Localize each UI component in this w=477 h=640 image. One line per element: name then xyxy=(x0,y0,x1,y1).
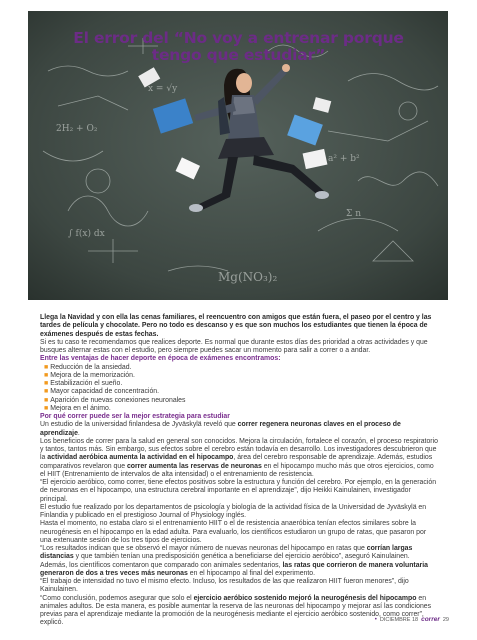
bullet-icon: ■ xyxy=(44,371,49,379)
article-title xyxy=(0,30,477,64)
intro-paragraph: Si es tu caso te recomendamos que realices deporte. Es normal que durante estos días des prioridad a otras actividades y que busques alternar estas con el estudio, pero siempre puedes sacar un momento para salir a correr o a andar. xyxy=(40,338,428,354)
section-heading: Por qué correr puede ser la mejor estrategia para estudiar xyxy=(40,413,230,420)
paragraph-benefits: Los beneficios de correr para la salud en general son conocidos. Mejora la circulación, fortalece el corazón, el proceso respiratorio y tantos, tantos más. Sin embargo, sus efectos sobre el cerebro están todavía en desarrollo. Los investigadores descubrieron que la actividad aeróbica aumenta la actividad en el hipocampo, área del cerebro responsable de aprendizaje. Además, estudios comparativos revelaron que correr aumenta las reservas de neuronas en el hipocampo mucho más que otros ejercicios, como el HIIT (Entrenamiento de intervalos de alta intensidad) o el entrenamiento de resistencia. xyxy=(40,437,438,478)
benefits-list xyxy=(40,364,438,414)
article-body xyxy=(40,314,438,628)
page-footer xyxy=(375,616,449,623)
svg-text:2H₂ + O₂: 2H₂ + O₂ xyxy=(56,124,98,134)
list-item: ■ Mejora de la memorización. xyxy=(44,371,135,379)
paragraph-hiit: “El trabajo de intensidad no tuvo el mismo efecto. Incluso, los resultados de las que realizaron HIIT fueron menores”, dijo Kainulainen. xyxy=(40,578,409,594)
paragraph-study: Un estudio de la universidad finlandesa de Jyväskylä reveló que correr regenera neuronas claves en el proceso de aprendizaje. xyxy=(40,421,401,437)
paragraph-quote: “El ejercicio aeróbico, como correr, tiene efectos positivos sobre la estructura y función del cerebro. Por ejemplo, en la generación de neuronas en el hipocampo, una estructura cerebral importante en el aprendizaje”, dijo Heikki Kainulainen, investigador principal. xyxy=(40,479,437,503)
svg-text:x = √y: x = √y xyxy=(148,84,178,94)
title-line-2: tengo que estudiar” xyxy=(151,46,326,64)
paragraph-method: Hasta el momento, no estaba claro si el entrenamiento HIIT o el de resistencia anaeróbica tenían efectos similares sobre la neurogénesis en el hipocampo en la edad adulta. Para evaluarlo, los científicos estudiaron un grupo de ratas, que pasaron por una extenuante sesión de los tres tipos de ejercicios. xyxy=(40,520,427,544)
svg-text:a² + b²: a² + b² xyxy=(328,154,360,164)
bullet-icon: ■ xyxy=(44,404,49,412)
list-item: ■ Reducción de la ansiedad. xyxy=(44,363,132,371)
bullet-icon: ■ xyxy=(44,396,49,404)
list-item: ■ Mejora en el ánimo. xyxy=(44,404,111,412)
bullet-icon: ■ xyxy=(44,380,49,387)
title-line-1: El error del “No voy a entrenar porque xyxy=(73,29,404,47)
lead-paragraph: Llega la Navidad y con ella las cenas familiares, el reencuentro con amigos que están fuera, el paseo por el centro y las tardes de película y chocolate. Pero no todo es descanso y es que son muchos los estudiantes que tienen la época de exámenes después de estas fechas. xyxy=(40,314,432,338)
paragraph-conclusion: “Como conclusión, podemos asegurar que solo el ejercicio aeróbico sostenido mejoró la neurogénesis del hipocampo en animales adultos. De esta manera, es posible aumentar la reserva de las neuronas del hipocampo y mejorar así las condiciones previas para el aprendizaje mediante la promoción de la neurogénesis mediante el ejercicio aeróbico sostenido, como correr”, explicó. xyxy=(40,594,432,627)
benefits-heading: Entre las ventajas de hacer deporte en época de exámenes encontramos: xyxy=(40,355,281,363)
svg-text:∫ f(x) dx: ∫ f(x) dx xyxy=(68,229,105,239)
bullet-icon: • xyxy=(374,616,377,623)
bullet-icon: ■ xyxy=(44,388,49,396)
svg-text:Mg(NO₃)₂: Mg(NO₃)₂ xyxy=(218,270,278,284)
paragraph-comparison: Además, los científicos comentaron que comparado con animales sedentarios, las ratas que corrieron de manera voluntaria generaron de dos a tres veces más neuronas en el hipocampo al final del experimento. xyxy=(40,561,428,577)
bullet-icon: ■ xyxy=(44,363,49,371)
page-number: 29 xyxy=(442,616,449,623)
list-item: ■ Mayor capacidad de concentración. xyxy=(44,388,160,396)
svg-text:Σ n: Σ n xyxy=(346,209,362,219)
paragraph-study-origin: El estudio fue realizado por los departamentos de psicología y biología de la actividad física de la Universidad de Jyväskylä en Finlandia y publicado en el prestigioso Journal of Physiology inglés. xyxy=(40,503,427,519)
list-item: ■ Estabilización el sueño. xyxy=(44,380,123,387)
magazine-logo: correr xyxy=(421,616,440,623)
issue-date: DICIEMBRE 18 xyxy=(379,616,419,623)
paragraph-results: “Los resultados indican que se observó el mayor número de nuevas neuronas del hipocampo en ratas que corrían largas distancias y que también tenían una predisposición genética a beneficiarse del ejercicio aeróbico”, aseguró Kainulainen. xyxy=(40,545,413,561)
list-item: ■ Aparición de nuevas conexiones neuronales xyxy=(44,396,186,404)
